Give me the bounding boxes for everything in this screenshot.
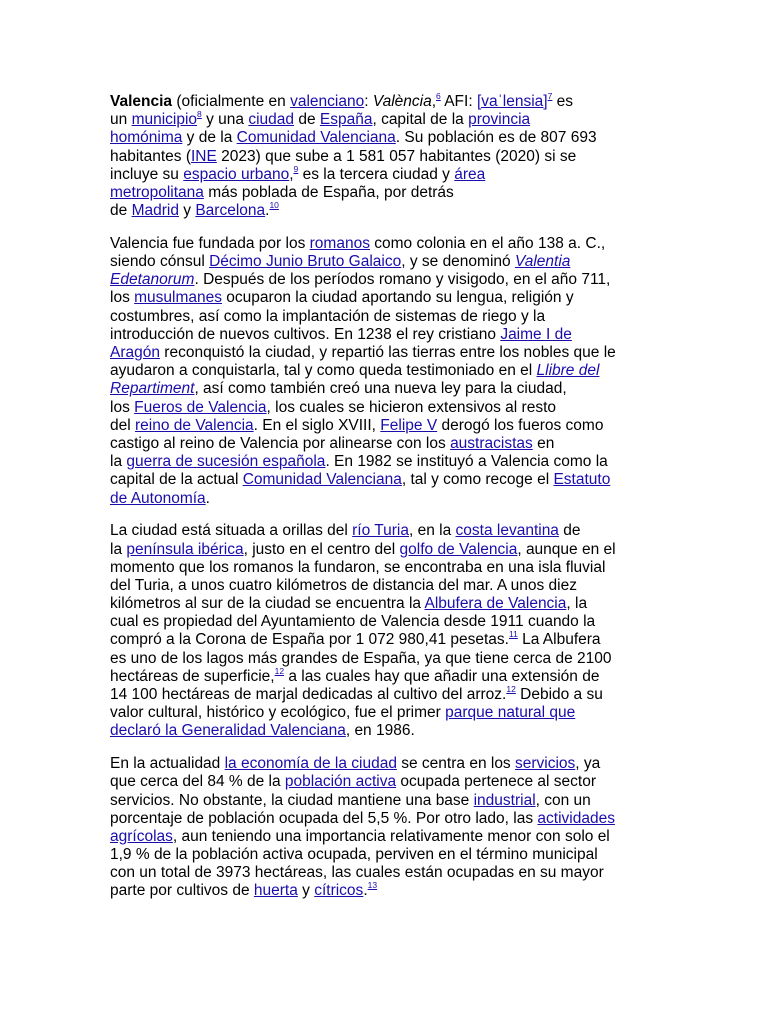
text-run: y una: [201, 111, 249, 129]
text-run: del Turia, a unos cuatro kilómetros de distancia del mar. A unos diez: [110, 576, 577, 594]
wiki-link[interactable]: Madrid: [131, 202, 179, 220]
text-line: [110, 326, 660, 344]
wiki-link[interactable]: Valentia: [514, 253, 571, 271]
text-run: de: [294, 111, 320, 129]
text-run: , así como también creó una nueva ley para la ciudad,: [194, 380, 567, 398]
text-run: habitantes (: [110, 147, 191, 165]
text-line: [110, 417, 660, 435]
wiki-link[interactable]: de Autonomía: [110, 489, 206, 507]
italic-text: València: [372, 93, 432, 110]
text-run: los: [110, 289, 135, 307]
text-line: [110, 90, 660, 111]
text-line: [110, 471, 660, 489]
reference-link[interactable]: 8: [197, 108, 202, 119]
reference-link[interactable]: 13: [367, 880, 378, 891]
text-run: , en la: [409, 522, 456, 540]
text-line: [110, 722, 660, 740]
article-body: [110, 90, 660, 901]
text-run: y: [297, 882, 315, 900]
reference-link[interactable]: 7: [547, 90, 553, 101]
text-run: hectáreas de superficie,: [110, 667, 275, 685]
text-run: , justo en el centro del: [243, 540, 400, 558]
text-run: con un total de 3973 hectáreas, las cuales están ocupadas en su mayor: [110, 864, 604, 882]
text-run: incluye su: [110, 165, 184, 183]
text-run: , ya: [575, 755, 601, 773]
text-run: servicios. No obstante, la ciudad mantiene una base: [110, 791, 474, 809]
text-run: , los cuales se hicieron extensivos al resto: [266, 398, 557, 416]
wiki-link[interactable]: homónima: [110, 129, 183, 147]
wiki-link[interactable]: servicios: [515, 755, 576, 773]
text-line: [110, 773, 660, 791]
wiki-link[interactable]: declaró la Generalidad Valenciana: [110, 722, 346, 740]
text-line: [110, 864, 660, 882]
text-run: ,: [431, 93, 437, 110]
text-run: un: [110, 111, 132, 129]
wiki-link[interactable]: parque natural que: [445, 704, 576, 722]
text-run: ocupada pertenece al sector: [396, 773, 597, 791]
wiki-link[interactable]: área: [454, 165, 486, 183]
wiki-link[interactable]: espacio urbano: [183, 165, 290, 183]
text-run: y: [178, 202, 196, 220]
text-run: cual es propiedad del Ayuntamiento de Valencia desde 1911 cuando la: [110, 613, 596, 631]
text-line: [110, 490, 660, 508]
text-line: [110, 199, 660, 220]
text-run: porcentaje de población ocupada del 5,5 %. Por otro lado, las: [110, 809, 538, 827]
text-run: capital de la actual: [110, 471, 243, 489]
paragraph: [110, 755, 660, 901]
reference-marker: [275, 666, 284, 676]
wiki-link[interactable]: Aragón: [110, 344, 160, 362]
paragraph: [110, 235, 660, 508]
text-line: [110, 595, 660, 613]
wiki-link[interactable]: Barcelona: [195, 202, 266, 220]
wiki-link[interactable]: Jaime I de: [500, 325, 572, 343]
text-run: es: [552, 93, 574, 110]
wiki-link[interactable]: la economía de la ciudad: [224, 755, 397, 773]
reference-link[interactable]: 6: [436, 90, 441, 101]
reference-link[interactable]: 12: [506, 683, 516, 694]
text-line: [110, 541, 660, 559]
text-run: La Albufera: [517, 631, 601, 649]
wiki-link[interactable]: Comunidad Valenciana: [236, 129, 396, 147]
text-run: , tal y como recoge el: [401, 471, 554, 489]
text-line: [110, 148, 660, 166]
wiki-link[interactable]: población activa: [284, 773, 397, 791]
text-run: de: [558, 522, 581, 540]
text-run: reconquistó la ciudad, y repartió las tierras entre los nobles que le: [159, 344, 616, 362]
text-run: y de la: [182, 129, 237, 147]
text-run: 1,9 % de la población activa ocupada, perviven en el término municipal: [110, 846, 598, 864]
wiki-link[interactable]: Repartiment: [110, 380, 195, 398]
wiki-link[interactable]: península ibérica: [126, 540, 244, 558]
reference-marker: [506, 684, 515, 694]
text-run: Debido a su: [515, 686, 603, 703]
wiki-link[interactable]: golfo de Valencia: [399, 540, 518, 558]
text-run: que cerca del 84 % de la: [110, 773, 285, 791]
paragraph: [110, 522, 660, 740]
wiki-link[interactable]: huerta: [253, 882, 298, 900]
wiki-link[interactable]: valenciano: [290, 93, 365, 110]
text-line: [110, 235, 660, 253]
text-run: .: [363, 882, 368, 900]
text-line: [110, 253, 660, 271]
text-run: la: [110, 453, 127, 471]
text-run: . Después de los períodos romano y visigodo, en el año 711,: [194, 271, 611, 289]
text-run: , con un: [535, 791, 591, 809]
text-run: a las cuales hay que añadir una extensión de: [284, 667, 600, 685]
text-run: :: [364, 93, 373, 110]
text-run: valor cultural, histórico y ecológico, fue el primer: [110, 704, 446, 722]
text-run: más poblada de España, por detrás: [203, 183, 454, 201]
text-run: ocuparon la ciudad aportando su lengua, religión y: [222, 289, 574, 307]
text-line: [110, 631, 660, 649]
text-run: .: [265, 202, 270, 220]
text-run: . En 1982 se instituyó a Valencia como la: [325, 453, 608, 471]
text-line: [110, 108, 660, 129]
text-run: ayudaron a conquistarla, tal y como queda testimoniado en el: [110, 362, 537, 380]
paragraph: [110, 90, 660, 220]
text-run: Valencia fue fundada por los: [110, 234, 310, 252]
wiki-link[interactable]: provincia: [468, 111, 531, 129]
text-run: kilómetros al sur de la ciudad se encuentra la: [110, 595, 425, 613]
text-line: [110, 522, 660, 540]
wiki-link[interactable]: Llibre del: [536, 362, 600, 380]
text-line: [110, 810, 660, 828]
wiki-link[interactable]: actividades: [537, 809, 615, 827]
wiki-link[interactable]: [vaˈlensia]: [476, 93, 548, 110]
text-run: introducción de nuevos cultivos. En 1238 el rey cristiano: [110, 325, 501, 343]
text-run: del: [110, 416, 135, 434]
wiki-link[interactable]: musulmanes: [134, 289, 222, 307]
text-run: costumbres, así como la implantación de sistemas de riego y la: [110, 307, 546, 325]
text-run: , capital de la: [372, 111, 469, 129]
text-run: en: [532, 434, 555, 452]
text-run: , aunque en el: [517, 540, 616, 558]
article-title-term: Valencia: [110, 93, 173, 110]
text-line: [110, 650, 660, 668]
wiki-link[interactable]: INE: [191, 147, 217, 165]
wiki-link[interactable]: España: [319, 111, 373, 129]
text-line: [110, 846, 660, 864]
text-line: [110, 362, 660, 380]
text-run: castigo al reino de Valencia por alinearse con los: [110, 434, 451, 452]
reference-link[interactable]: 11: [508, 629, 518, 640]
text-run: , y se denominó: [401, 253, 515, 271]
text-run: En la actualidad: [110, 755, 225, 773]
text-run: (oficialmente en: [172, 93, 291, 110]
wiki-link[interactable]: río Turia: [352, 522, 409, 540]
text-run: los: [110, 398, 135, 416]
text-run: es la tercera ciudad y: [298, 165, 455, 183]
text-line: [110, 399, 660, 417]
text-line: [110, 559, 660, 577]
text-run: como colonia en el año 138 a. C.,: [369, 234, 606, 252]
text-run: es uno de los lagos más grandes de España, ya que tiene cerca de 2100: [110, 649, 612, 667]
text-run: siendo cónsul: [110, 253, 210, 271]
text-run: , la: [566, 595, 588, 613]
text-run: momento que los romanos la fundaron, se encontraba en una isla fluvial: [110, 558, 606, 576]
wiki-link[interactable]: guerra de sucesión española: [126, 453, 326, 471]
wiki-link[interactable]: cítricos: [314, 882, 364, 900]
text-run: AFI:: [440, 93, 477, 110]
text-line: [110, 184, 660, 202]
reference-marker: [368, 880, 377, 890]
text-run: . Su población es de 807 693: [395, 129, 597, 147]
text-line: [110, 755, 660, 773]
wiki-link[interactable]: austracistas: [450, 434, 533, 452]
wiki-link[interactable]: Felipe V: [380, 416, 438, 434]
reference-link[interactable]: 12: [274, 665, 285, 676]
reference-link[interactable]: 9: [293, 163, 299, 174]
text-line: [110, 380, 660, 398]
text-line: [110, 453, 660, 471]
wiki-link[interactable]: reino de Valencia: [135, 416, 254, 434]
text-line: [110, 435, 660, 453]
wiki-link[interactable]: costa levantina: [455, 522, 559, 540]
text-line: [110, 577, 660, 595]
text-run: la: [110, 540, 127, 558]
text-line: [110, 828, 660, 846]
text-line: [110, 129, 660, 147]
wiki-link[interactable]: Fueros de Valencia: [134, 398, 267, 416]
wiki-link[interactable]: municipio: [131, 111, 198, 129]
wiki-link[interactable]: Comunidad Valenciana: [242, 471, 402, 489]
text-run: 14 100 hectáreas de marjal dedicadas al cultivo del arroz.: [110, 686, 507, 703]
wiki-link[interactable]: ciudad: [248, 111, 295, 129]
text-run: , en 1986.: [345, 722, 415, 740]
text-line: [110, 308, 660, 326]
text-line: [110, 271, 660, 289]
wiki-link[interactable]: Décimo Junio Bruto Galaico: [209, 253, 402, 271]
wiki-link[interactable]: industrial: [473, 791, 536, 809]
text-run: 2023) que sube a 1 581 057 habitantes (2020) si se: [216, 147, 577, 165]
wiki-link[interactable]: Edetanorum: [110, 271, 195, 289]
text-run: parte por cultivos de: [110, 882, 254, 900]
text-run: . En el siglo XVIII,: [253, 416, 381, 434]
wiki-link[interactable]: agrícolas: [110, 827, 173, 845]
text-run: La ciudad está situada a orillas del: [110, 522, 353, 540]
text-line: [110, 683, 660, 704]
text-line: [110, 792, 660, 810]
text-line: [110, 665, 660, 686]
reference-link[interactable]: 10: [269, 199, 279, 210]
text-run: compró a la Corona de España por 1 072 980,41 pesetas.: [110, 631, 509, 649]
wiki-link[interactable]: Estatuto: [553, 471, 611, 489]
text-line: [110, 704, 660, 722]
wiki-link[interactable]: Albufera de Valencia: [424, 595, 567, 613]
text-run: derogó los fueros como: [437, 416, 604, 434]
reference-marker: [509, 629, 518, 639]
text-run: de: [110, 202, 132, 220]
wiki-link[interactable]: romanos: [309, 234, 370, 252]
text-line: [110, 882, 660, 900]
text-run: ,: [289, 165, 294, 183]
text-run: , aun teniendo una importancia relativamente menor con solo el: [172, 827, 610, 845]
text-line: [110, 163, 660, 184]
text-line: [110, 289, 660, 307]
text-run: .: [205, 489, 210, 507]
wiki-link[interactable]: metropolitana: [110, 183, 204, 201]
text-line: [110, 344, 660, 362]
text-line: [110, 613, 660, 631]
reference-marker: [269, 200, 278, 210]
text-run: se centra en los: [396, 755, 515, 773]
